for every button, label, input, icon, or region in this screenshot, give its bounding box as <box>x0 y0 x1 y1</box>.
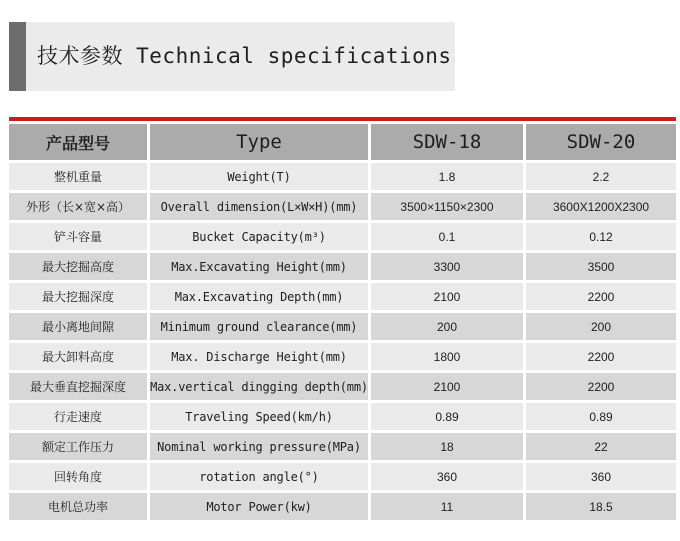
row-label-cn: 外形（长×宽×高） <box>9 193 147 220</box>
value-sdw20: 200 <box>526 313 676 340</box>
row-label-en: Max. Discharge Height(mm) <box>150 343 368 370</box>
value-sdw18: 18 <box>371 433 523 460</box>
row-label-en: Max.Excavating Depth(mm) <box>150 283 368 310</box>
table-header-row <box>9 124 676 160</box>
section-header <box>9 22 455 91</box>
table-row <box>9 373 676 400</box>
value-sdw20: 2200 <box>526 343 676 370</box>
value-sdw20: 3500 <box>526 253 676 280</box>
row-label-en: Weight(T) <box>150 163 368 190</box>
row-label-cn: 回转角度 <box>9 463 147 490</box>
table-body <box>9 163 676 520</box>
row-label-cn: 最小离地间隙 <box>9 313 147 340</box>
value-sdw18: 200 <box>371 313 523 340</box>
value-sdw18: 2100 <box>371 283 523 310</box>
page-title: 技术参数 Technical specifications <box>37 44 452 68</box>
row-label-cn: 最大挖掘高度 <box>9 253 147 280</box>
column-header-sdw20: SDW-20 <box>526 124 676 160</box>
table-row <box>9 463 676 490</box>
row-label-cn: 电机总功率 <box>9 493 147 520</box>
value-sdw18: 2100 <box>371 373 523 400</box>
row-label-cn: 最大卸料高度 <box>9 343 147 370</box>
value-sdw18: 0.1 <box>371 223 523 250</box>
table-row <box>9 163 676 190</box>
table-row <box>9 313 676 340</box>
row-label-en: Overall dimension(L×W×H)(mm) <box>150 193 368 220</box>
value-sdw18: 1800 <box>371 343 523 370</box>
table-row <box>9 433 676 460</box>
spec-table <box>6 121 679 523</box>
row-label-en: Nominal working pressure(MPa) <box>150 433 368 460</box>
value-sdw20: 22 <box>526 433 676 460</box>
value-sdw18: 3500×1150×2300 <box>371 193 523 220</box>
row-label-en: Traveling Speed(km/h) <box>150 403 368 430</box>
row-label-cn: 最大挖掘深度 <box>9 283 147 310</box>
column-header-type: Type <box>150 124 368 160</box>
row-label-cn: 行走速度 <box>9 403 147 430</box>
table-row <box>9 193 676 220</box>
row-label-en: rotation angle(°) <box>150 463 368 490</box>
value-sdw18: 0.89 <box>371 403 523 430</box>
row-label-en: Motor Power(kw) <box>150 493 368 520</box>
row-label-cn: 额定工作压力 <box>9 433 147 460</box>
value-sdw18: 11 <box>371 493 523 520</box>
value-sdw20: 2200 <box>526 283 676 310</box>
table-row <box>9 343 676 370</box>
table-row <box>9 283 676 310</box>
row-label-cn: 最大垂直挖掘深度 <box>9 373 147 400</box>
value-sdw20: 18.5 <box>526 493 676 520</box>
value-sdw20: 360 <box>526 463 676 490</box>
value-sdw20: 2200 <box>526 373 676 400</box>
row-label-cn: 铲斗容量 <box>9 223 147 250</box>
column-header-sdw18: SDW-18 <box>371 124 523 160</box>
column-header-model: 产品型号 <box>9 124 147 160</box>
header-accent-bar <box>9 22 26 91</box>
row-label-cn: 整机重量 <box>9 163 147 190</box>
row-label-en: Max.Excavating Height(mm) <box>150 253 368 280</box>
table-row <box>9 403 676 430</box>
value-sdw18: 1.8 <box>371 163 523 190</box>
value-sdw20: 0.12 <box>526 223 676 250</box>
row-label-en: Bucket Capacity(m³) <box>150 223 368 250</box>
row-label-en: Max.vertical dingging depth(mm) <box>150 373 368 400</box>
table-row <box>9 223 676 250</box>
value-sdw20: 2.2 <box>526 163 676 190</box>
value-sdw18: 3300 <box>371 253 523 280</box>
value-sdw20: 3600X1200X2300 <box>526 193 676 220</box>
value-sdw18: 360 <box>371 463 523 490</box>
row-label-en: Minimum ground clearance(mm) <box>150 313 368 340</box>
table-row <box>9 493 676 520</box>
value-sdw20: 0.89 <box>526 403 676 430</box>
table-row <box>9 253 676 280</box>
